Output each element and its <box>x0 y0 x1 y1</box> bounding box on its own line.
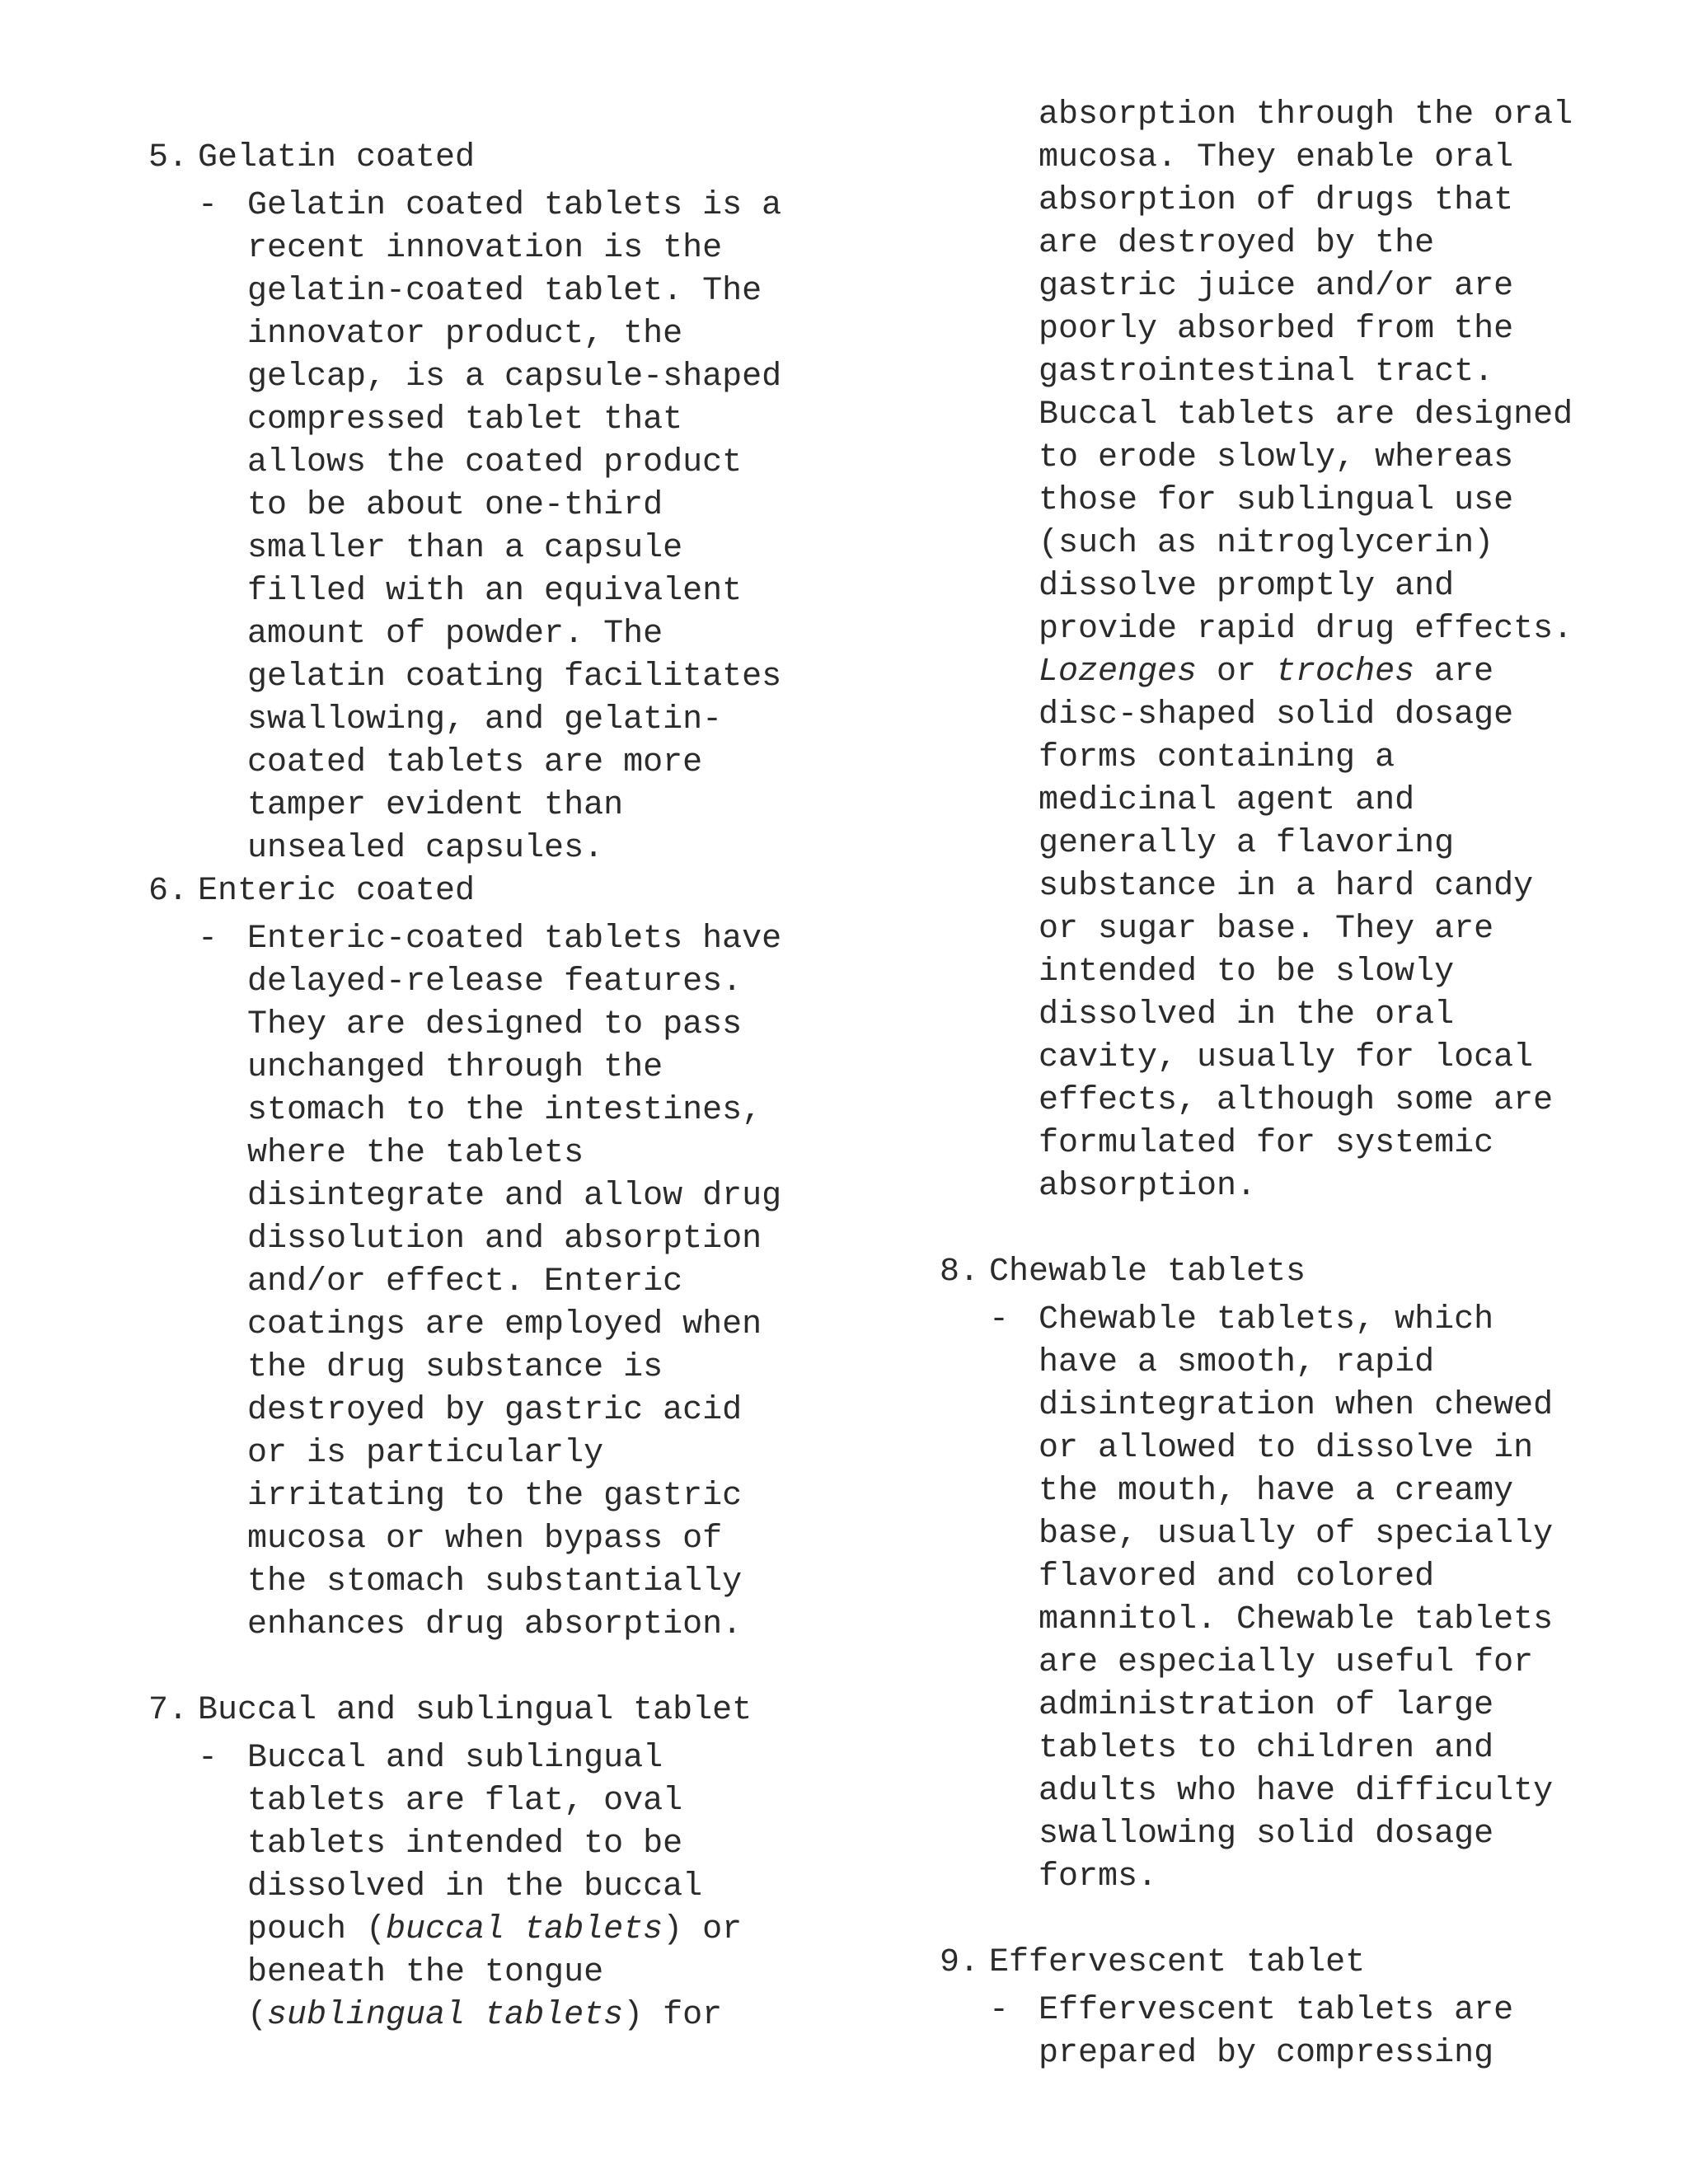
text-line: allows the coated product <box>247 444 743 481</box>
item-7-text <box>247 1737 808 2037</box>
text-line <box>247 1994 808 2037</box>
text-line: Enteric-coated tablets have <box>247 921 782 958</box>
text-line: medicinal agent and <box>1039 782 1415 819</box>
item-6-title: Enteric coated <box>198 873 476 910</box>
text-line: gelatin-coated tablet. The <box>247 273 762 310</box>
text-line: enhances drug absorption. <box>247 1606 743 1643</box>
italic-term: buccal tablets <box>386 1911 663 1948</box>
item-8-bullet <box>989 1299 1665 1899</box>
text-line: innovator product, the <box>247 316 683 353</box>
item-6-text <box>247 918 808 1647</box>
text-line <box>1039 651 1665 694</box>
text-fragment: ( <box>247 1997 268 2034</box>
paragraph-gap <box>940 1208 1665 1251</box>
text-fragment: or <box>1197 654 1277 691</box>
text-line: the stomach substantially <box>247 1563 743 1601</box>
text-line: They are designed to pass <box>247 1006 743 1043</box>
item-9-text <box>1039 1990 1665 2075</box>
text-line: compressed tablet that <box>247 401 683 438</box>
text-line: flavored and colored <box>1039 1558 1435 1596</box>
text-line: Chewable tablets, which <box>1039 1301 1494 1338</box>
text-fragment: are <box>1414 654 1494 691</box>
text-line: have a smooth, rapid <box>1039 1344 1435 1381</box>
item-5-number: 5. <box>148 139 189 176</box>
text-line: mucosa or when bypass of <box>247 1521 723 1558</box>
text-line: or allowed to dissolve in <box>1039 1430 1534 1467</box>
text-line: amount of powder. The <box>247 616 663 653</box>
bullet-dash: - <box>989 1301 1010 1338</box>
list-item-5 <box>148 137 808 870</box>
text-line: unsealed capsules. <box>247 830 604 867</box>
text-line: recent innovation is the <box>247 230 723 267</box>
text-line: effects, although some are <box>1039 1082 1554 1119</box>
item-9-bullet <box>989 1990 1665 2075</box>
text-line: forms containing a <box>1039 739 1395 776</box>
text-line: disintegrate and allow drug <box>247 1178 782 1215</box>
text-line: disc-shaped solid dosage <box>1039 696 1514 733</box>
item-8-number: 8. <box>940 1254 980 1291</box>
text-line: Buccal and sublingual <box>247 1740 663 1777</box>
bullet-dash: - <box>198 1740 218 1777</box>
left-column <box>148 137 808 2037</box>
text-fragment: ) or <box>663 1911 743 1948</box>
text-line: smaller than a capsule <box>247 530 683 567</box>
right-column <box>940 94 1665 2075</box>
item-9-number: 9. <box>940 1944 980 1981</box>
text-line: are especially useful for <box>1039 1644 1534 1681</box>
item-8-heading <box>940 1251 1665 1294</box>
text-line: swallowing solid dosage <box>1039 1816 1494 1853</box>
text-line: destroyed by gastric acid <box>247 1392 743 1429</box>
text-line: where the tablets <box>247 1135 584 1172</box>
bullet-dash: - <box>198 921 218 958</box>
text-line: prepared by compressing <box>1039 2035 1494 2072</box>
text-line: the drug substance is <box>247 1349 663 1386</box>
text-line: and/or effect. Enteric <box>247 1263 683 1301</box>
text-line: formulated for systemic <box>1039 1125 1494 1162</box>
list-item-6 <box>148 870 808 1647</box>
text-fragment: pouch ( <box>247 1911 387 1948</box>
bullet-dash: - <box>198 187 218 224</box>
text-line: intended to be slowly <box>1039 954 1455 991</box>
text-line: forms. <box>1039 1858 1158 1896</box>
italic-term: sublingual tablets <box>267 1997 624 2034</box>
item-5-bullet <box>198 185 808 870</box>
paragraph-gap <box>148 1647 808 1690</box>
text-line: filled with an equivalent <box>247 573 743 610</box>
text-line: substance in a hard candy <box>1039 868 1534 905</box>
italic-term: troches <box>1276 654 1415 691</box>
item-7-bullet <box>198 1737 808 2037</box>
item-7-heading <box>148 1690 808 1732</box>
text-line: coated tablets are more <box>247 744 703 781</box>
list-item-7 <box>148 1690 808 2037</box>
item-6-heading <box>148 870 808 913</box>
text-fragment: ) for <box>623 1997 723 2034</box>
item-8-text <box>1039 1299 1665 1899</box>
paragraph-gap <box>940 1899 1665 1942</box>
text-line: tablets intended to be <box>247 1825 683 1863</box>
text-line: to be about one-third <box>247 487 663 524</box>
item-6-number: 6. <box>148 873 189 910</box>
text-line <box>247 1909 808 1952</box>
text-line: Buccal tablets are designed <box>1039 396 1573 434</box>
text-line: absorption through the oral <box>1039 96 1573 134</box>
text-line: administration of large <box>1039 1687 1494 1724</box>
item-7-number: 7. <box>148 1692 189 1729</box>
italic-term: Lozenges <box>1039 654 1198 691</box>
item-8-title: Chewable tablets <box>989 1254 1306 1291</box>
text-line: absorption of drugs that <box>1039 182 1514 219</box>
item-5-text <box>247 185 808 870</box>
text-line: gastrointestinal tract. <box>1039 354 1494 391</box>
text-line: absorption. <box>1039 1168 1257 1205</box>
text-line: provide rapid drug effects. <box>1039 611 1573 648</box>
text-line: gelcap, is a capsule-shaped <box>247 359 782 396</box>
text-line: disintegration when chewed <box>1039 1387 1554 1424</box>
text-line: beneath the tongue <box>247 1954 604 1991</box>
text-line: coatings are employed when <box>247 1306 762 1343</box>
text-line: adults who have difficulty <box>1039 1773 1554 1810</box>
text-line: those for sublingual use <box>1039 482 1514 519</box>
text-line: tamper evident than <box>247 787 624 824</box>
item-6-bullet <box>198 918 808 1647</box>
item-7-title: Buccal and sublingual tablet <box>198 1692 753 1729</box>
text-line: or sugar base. They are <box>1039 911 1494 948</box>
text-line: are destroyed by the <box>1039 225 1435 262</box>
text-line: mucosa. They enable oral <box>1039 139 1514 176</box>
text-line: Gelatin coated tablets is a <box>247 187 782 224</box>
bullet-dash: - <box>989 1992 1010 2029</box>
text-line: swallowing, and gelatin- <box>247 701 723 738</box>
text-line: base, usually of specially <box>1039 1516 1554 1553</box>
text-line: delayed-release features. <box>247 963 743 1001</box>
list-item-9 <box>940 1942 1665 2075</box>
text-line: stomach to the intestines, <box>247 1092 762 1129</box>
text-line: generally a flavoring <box>1039 825 1455 862</box>
text-line: irritating to the gastric <box>247 1478 743 1515</box>
item-5-heading <box>148 137 808 180</box>
text-line: cavity, usually for local <box>1039 1039 1534 1076</box>
text-line: dissolve promptly and <box>1039 568 1455 605</box>
text-line: Effervescent tablets are <box>1039 1992 1514 2029</box>
text-line: tablets to children and <box>1039 1730 1494 1767</box>
text-line: or is particularly <box>247 1435 604 1472</box>
text-line: dissolution and absorption <box>247 1221 762 1258</box>
text-line: the mouth, have a creamy <box>1039 1473 1514 1510</box>
text-line: mannitol. Chewable tablets <box>1039 1601 1554 1638</box>
text-line: poorly absorbed from the <box>1039 311 1514 348</box>
text-line: gelatin coating facilitates <box>247 658 782 696</box>
text-line: dissolved in the oral <box>1039 996 1455 1033</box>
text-line: gastric juice and/or are <box>1039 268 1514 305</box>
text-line: to erode slowly, whereas <box>1039 439 1514 476</box>
text-line: dissolved in the buccal <box>247 1868 703 1905</box>
item-5-title: Gelatin coated <box>198 139 476 176</box>
item-9-heading <box>940 1942 1665 1985</box>
item-9-title: Effervescent tablet <box>989 1944 1366 1981</box>
text-line: unchanged through the <box>247 1049 663 1086</box>
text-line: (such as nitroglycerin) <box>1039 525 1494 562</box>
text-line: tablets are flat, oval <box>247 1783 683 1820</box>
list-item-8 <box>940 1251 1665 1899</box>
item-7-continuation <box>1039 94 1665 1208</box>
